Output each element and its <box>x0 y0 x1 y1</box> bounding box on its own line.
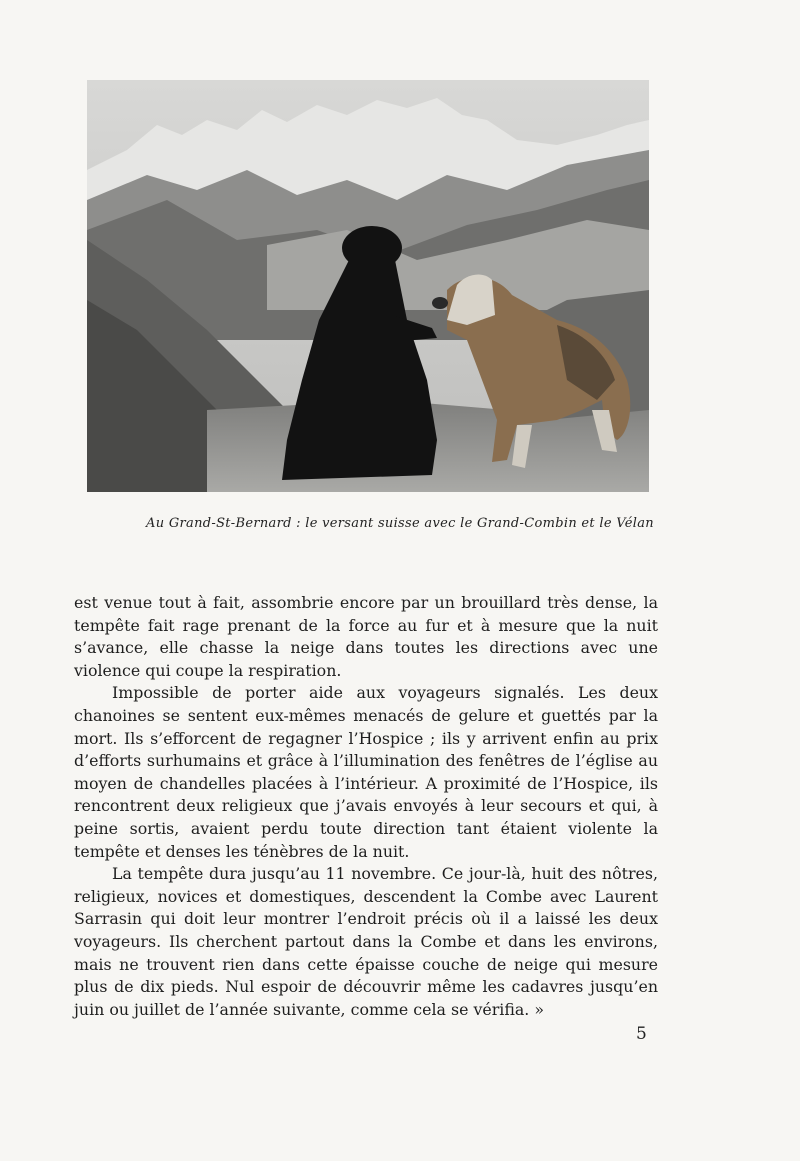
page-number: 5 <box>636 1024 647 1044</box>
paragraph: La tempête dura jusqu’au 11 novembre. Ce jour-là, huit des nôtres, religieux, novices et domestiques, descendent la Combe avec Laurent Sarrasin qui doit leur montrer l’endroit précis où il a laissé les deux voyageurs. Ils cherchent partout dans la Combe et dans les environs, mais ne trouvent rien dans cette épaisse couche de neige qui mesure plus de dix pieds. Nul espoir de découvrir même les cadavres jusqu’en juin ou juillet de l’année suivante, comme cela se vérifia. » <box>74 864 658 1019</box>
body-text <box>74 592 658 1021</box>
paragraph: Impossible de porter aide aux voyageurs signalés. Les deux chanoines se sentent eux-mêmes menacés de gelure et guettés par la mort. Ils s’efforcent de regagner l’Hospice ; ils y arrivent enfin au prix d’efforts surhumains et grâce à l’illumination des fenêtres de l’église au moyen de chandelles placées à l’intérieur. A proximité de l’Hospice, ils rencontrent deux religieux que j’avais envoyés à leur secours et qui, à peine sortis, avaient perdu toute direction tant étaient violente la tempête et denses les ténèbres de la nuit. <box>74 683 658 861</box>
mountain-monk-dog-photo-icon <box>87 80 649 492</box>
photo-caption: Au Grand-St-Bernard : le versant suisse avec le Grand-Combin et le Vélan <box>146 516 654 531</box>
paragraph: est venue tout à fait, assombrie encore par un brouillard très dense, la tempête fait rage prenant de la force au fur et à mesure que la nuit s’avance, elle chasse la neige dans toutes les directions avec une violence qui coupe la respiration. <box>74 593 658 680</box>
photo-monk-with-dog <box>87 80 649 492</box>
